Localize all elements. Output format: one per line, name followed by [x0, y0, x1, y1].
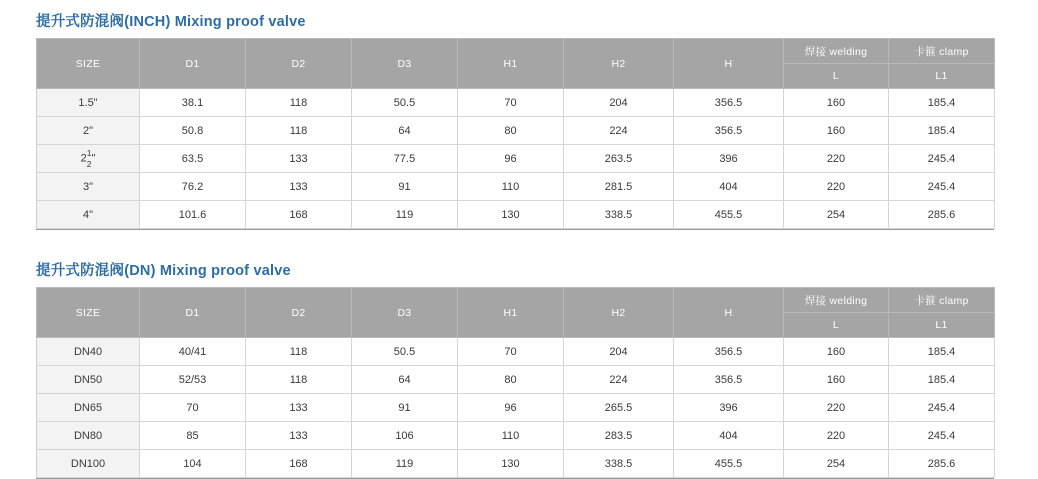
- cell-d3: 119: [352, 201, 458, 229]
- cell-d2: 168: [246, 201, 352, 229]
- spec-table-dn: [36, 287, 995, 478]
- cell-h2: 263.5: [564, 145, 674, 173]
- cell-h: 404: [674, 422, 784, 450]
- cell-d1: 70: [140, 394, 246, 422]
- cell-h1: 130: [458, 450, 564, 478]
- section-title-dn: 提升式防混阀(DN) Mixing proof valve: [36, 263, 291, 279]
- cell-size: DN80: [37, 422, 140, 450]
- table-row: [37, 145, 995, 173]
- cell-d3: 50.5: [352, 338, 458, 366]
- cell-d3: 50.5: [352, 89, 458, 117]
- table-row: [37, 173, 995, 201]
- cell-h2: 281.5: [564, 173, 674, 201]
- cell-h: 404: [674, 173, 784, 201]
- header-d2: D2: [246, 39, 352, 89]
- cell-d1: 104: [140, 450, 246, 478]
- section-dn: [0, 259, 1038, 478]
- table-row: [37, 117, 995, 145]
- cell-d1: 38.1: [140, 89, 246, 117]
- cell-l: 254: [784, 450, 889, 478]
- header-clamp-l1: L1: [889, 64, 995, 89]
- cell-h: 455.5: [674, 450, 784, 478]
- cell-size: 2": [37, 117, 140, 145]
- cell-h1: 80: [458, 366, 564, 394]
- header-h2: H2: [564, 39, 674, 89]
- table-row: [37, 338, 995, 366]
- header-group-clamp: 卡箍 clamp: [889, 288, 995, 313]
- cell-h2: 224: [564, 117, 674, 145]
- cell-d2: 133: [246, 145, 352, 173]
- cell-size: 1.5": [37, 89, 140, 117]
- table-row: [37, 450, 995, 478]
- header-size: SIZE: [37, 39, 140, 89]
- spec-table-inch: [36, 38, 995, 229]
- cell-l: 160: [784, 117, 889, 145]
- cell-d3: 91: [352, 394, 458, 422]
- cell-h1: 96: [458, 145, 564, 173]
- cell-h1: 110: [458, 173, 564, 201]
- cell-h: 356.5: [674, 117, 784, 145]
- cell-l1: 245.4: [889, 422, 995, 450]
- cell-l1: 185.4: [889, 117, 995, 145]
- cell-l1: 245.4: [889, 173, 995, 201]
- cell-l: 220: [784, 394, 889, 422]
- cell-d3: 106: [352, 422, 458, 450]
- cell-size: DN65: [37, 394, 140, 422]
- header-h: H: [674, 288, 784, 338]
- header-d1: D1: [140, 39, 246, 89]
- cell-size: 3": [37, 173, 140, 201]
- table-wrapper-inch: [0, 38, 1038, 229]
- fraction-one-half: 1 2: [86, 148, 92, 169]
- cell-d3: 119: [352, 450, 458, 478]
- cell-l: 160: [784, 366, 889, 394]
- cell-d2: 118: [246, 117, 352, 145]
- cell-l: 254: [784, 201, 889, 229]
- cell-size: 2 1 2 ": [37, 145, 140, 173]
- header-h1: H1: [458, 39, 564, 89]
- cell-h2: 204: [564, 89, 674, 117]
- section-title-inch: 提升式防混阀(INCH) Mixing proof valve: [36, 14, 306, 30]
- cell-d2: 118: [246, 89, 352, 117]
- cell-d2: 133: [246, 394, 352, 422]
- section-inch: [0, 10, 1038, 229]
- cell-d2: 118: [246, 338, 352, 366]
- cell-h1: 70: [458, 89, 564, 117]
- cell-l1: 285.6: [889, 201, 995, 229]
- cell-d2: 118: [246, 366, 352, 394]
- cell-h1: 110: [458, 422, 564, 450]
- cell-d1: 40/41: [140, 338, 246, 366]
- cell-d1: 50.8: [140, 117, 246, 145]
- header-welding-l: L: [784, 313, 889, 338]
- header-group-clamp: 卡箍 clamp: [889, 39, 995, 64]
- cell-l: 220: [784, 145, 889, 173]
- cell-d2: 168: [246, 450, 352, 478]
- table-row: [37, 201, 995, 229]
- cell-l: 220: [784, 422, 889, 450]
- cell-l1: 185.4: [889, 338, 995, 366]
- cell-h: 356.5: [674, 338, 784, 366]
- cell-d1: 85: [140, 422, 246, 450]
- cell-size: DN40: [37, 338, 140, 366]
- cell-d3: 91: [352, 173, 458, 201]
- cell-size: DN100: [37, 450, 140, 478]
- cell-d1: 52/53: [140, 366, 246, 394]
- table-row: [37, 89, 995, 117]
- header-h: H: [674, 39, 784, 89]
- cell-size: 4": [37, 201, 140, 229]
- table-header-row-top: [37, 288, 995, 313]
- cell-h1: 130: [458, 201, 564, 229]
- cell-d3: 64: [352, 117, 458, 145]
- cell-h1: 70: [458, 338, 564, 366]
- cell-h2: 204: [564, 338, 674, 366]
- table-header-row-top: [37, 39, 995, 64]
- cell-d3: 77.5: [352, 145, 458, 173]
- cell-h2: 338.5: [564, 201, 674, 229]
- cell-l1: 185.4: [889, 366, 995, 394]
- table-row: [37, 422, 995, 450]
- header-d2: D2: [246, 288, 352, 338]
- cell-h1: 96: [458, 394, 564, 422]
- cell-h: 356.5: [674, 366, 784, 394]
- cell-d3: 64: [352, 366, 458, 394]
- header-clamp-l1: L1: [889, 313, 995, 338]
- header-size: SIZE: [37, 288, 140, 338]
- cell-h2: 283.5: [564, 422, 674, 450]
- cell-h: 356.5: [674, 89, 784, 117]
- header-d1: D1: [140, 288, 246, 338]
- cell-h: 455.5: [674, 201, 784, 229]
- table-row: [37, 394, 995, 422]
- cell-d1: 63.5: [140, 145, 246, 173]
- cell-d1: 76.2: [140, 173, 246, 201]
- cell-l: 160: [784, 338, 889, 366]
- header-h1: H1: [458, 288, 564, 338]
- header-h2: H2: [564, 288, 674, 338]
- cell-d2: 133: [246, 422, 352, 450]
- cell-h: 396: [674, 145, 784, 173]
- cell-d1: 101.6: [140, 201, 246, 229]
- cell-h1: 80: [458, 117, 564, 145]
- cell-l1: 185.4: [889, 89, 995, 117]
- header-d3: D3: [352, 39, 458, 89]
- cell-l1: 285.6: [889, 450, 995, 478]
- header-group-welding: 焊接 welding: [784, 39, 889, 64]
- table-wrapper-dn: [0, 287, 1038, 478]
- cell-l1: 245.4: [889, 394, 995, 422]
- cell-size: DN50: [37, 366, 140, 394]
- cell-h2: 265.5: [564, 394, 674, 422]
- header-welding-l: L: [784, 64, 889, 89]
- cell-l: 160: [784, 89, 889, 117]
- cell-d2: 133: [246, 173, 352, 201]
- cell-h2: 224: [564, 366, 674, 394]
- header-d3: D3: [352, 288, 458, 338]
- cell-h2: 338.5: [564, 450, 674, 478]
- header-group-welding: 焊接 welding: [784, 288, 889, 313]
- cell-l1: 245.4: [889, 145, 995, 173]
- table-row: [37, 366, 995, 394]
- cell-h: 396: [674, 394, 784, 422]
- cell-l: 220: [784, 173, 889, 201]
